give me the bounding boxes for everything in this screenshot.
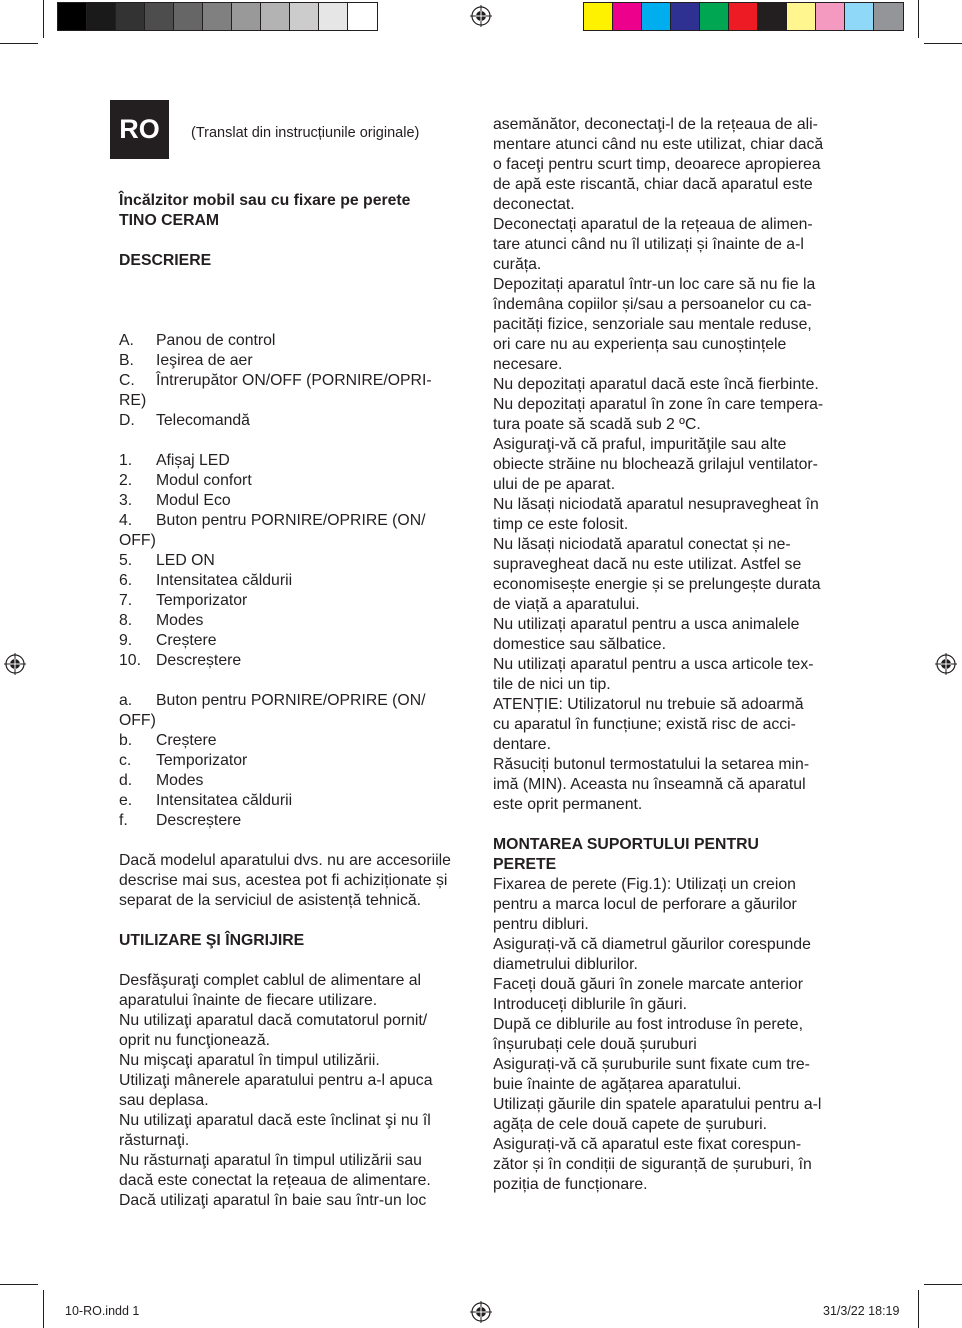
list-item-text: Telecomandă (156, 412, 250, 429)
color-swatch-11 (874, 3, 903, 30)
text-line: dacă este conectat la rețeaua de alimentare. (119, 1172, 431, 1189)
text-line: Fixarea de perete (Fig.1): Utilizați un creion (493, 876, 796, 893)
text-line: descrise mai sus, acestea pot fi achiziționate și (119, 872, 448, 889)
text-line: Utilizați găurile din spatele aparatului pentru a-l (493, 1096, 822, 1113)
list-item (119, 751, 479, 771)
section-heading-montare-line-1: MONTAREA SUPORTULUI PENTRU (493, 836, 759, 853)
text-line: mentare atunci când nu este utilizat, chiar dacă (493, 136, 824, 153)
text-line: aparatului înainte de fiecare utilizare. (119, 992, 378, 1009)
text-line: domestice sau sălbatice. (493, 636, 666, 653)
text-line: timp ce este folosit. (493, 516, 629, 533)
text-line: Depozitați aparatul într-un loc care să nu fie la (493, 276, 816, 293)
registration-mark-left-icon (4, 653, 26, 675)
text-line: Nu utilizaţi aparatul dacă comutatorul pornit/ (119, 1012, 428, 1029)
grayscale-color-bar (57, 2, 378, 31)
gray-swatch-7 (232, 3, 261, 30)
gray-swatch-6 (203, 3, 232, 30)
color-swatch-1 (584, 3, 613, 30)
text-line: Nu răsturnaţi aparatul în timpul utilizării sau (119, 1152, 422, 1169)
text-line: de viață a aparatului. (493, 596, 640, 613)
left-column (119, 191, 479, 1211)
list-marker: 1. (119, 452, 133, 469)
text-line: poziția de funcționare. (493, 1176, 648, 1193)
list-item-text: Intensitatea căldurii (156, 572, 293, 589)
text-line: Nu mişcaţi aparatul în timpul utilizării. (119, 1052, 380, 1069)
color-swatch-2 (613, 3, 642, 30)
text-line: Nu lăsați niciodată aparatul nesupravegheat în (493, 496, 819, 513)
gray-swatch-2 (87, 3, 116, 30)
usage-paragraphs (119, 971, 479, 1211)
list-item (119, 351, 479, 371)
gray-swatch-8 (261, 3, 290, 30)
text-line: răsturnaţi. (119, 1132, 190, 1149)
text-line: Nu depozitați aparatul dacă este încă fierbinte. (493, 376, 819, 393)
list-marker: 7. (119, 592, 133, 609)
list-item (119, 791, 479, 811)
list-item (119, 651, 479, 671)
gray-swatch-9 (290, 3, 319, 30)
text-line: dentare. (493, 736, 551, 753)
list-item-text: LED ON (156, 552, 215, 569)
right-column (493, 115, 853, 1195)
list-item-text: Temporizator (156, 752, 248, 769)
text-line: agăța de cele două capete de șuruburi. (493, 1116, 768, 1133)
text-line: zător și în condiții de siguranță de șuruburi, în (493, 1156, 812, 1173)
text-line: cu aparatul în funcțiune; există risc de acci- (493, 716, 796, 733)
text-line: curăța. (493, 256, 542, 273)
list-item (119, 551, 479, 571)
list-item-text: Descreștere (156, 652, 242, 669)
list-item-text: Intensitatea căldurii (156, 792, 293, 809)
text-line: pentru a marca locul de perforare a găurilor (493, 896, 797, 913)
list-item-text: Buton pentru PORNIRE/OPRIRE (ON/ (156, 692, 426, 709)
list-item-text: Buton pentru PORNIRE/OPRIRE (ON/ (156, 512, 426, 529)
product-title-line-2: TINO CERAM (119, 212, 220, 229)
text-line: este oprit permanent. (493, 796, 643, 813)
gray-swatch-5 (174, 3, 203, 30)
list-marker: c. (119, 752, 132, 769)
list-item (119, 491, 479, 511)
process-color-bar (583, 2, 904, 31)
color-swatch-10 (845, 3, 874, 30)
list-item-text: Modul Eco (156, 492, 231, 509)
list-marker: e. (119, 792, 133, 809)
list-marker: d. (119, 772, 133, 789)
list-item-text: Creștere (156, 632, 217, 649)
text-line: Introduceți diblurile în găuri. (493, 996, 688, 1013)
text-line: sau deplasa. (119, 1092, 209, 1109)
text-line: Nu depozitați aparatul în zone în care tempera- (493, 396, 824, 413)
text-line: înșurubați cele două șuruburi (493, 1036, 697, 1053)
list-item (119, 511, 479, 531)
text-line: îndemâna copiilor și/sau a persoanelor cu ca- (493, 296, 812, 313)
gray-swatch-11 (348, 3, 377, 30)
list-item (119, 451, 479, 471)
parts-list-remote (119, 691, 479, 831)
registration-mark-bottom-icon (470, 1301, 492, 1323)
gray-swatch-10 (319, 3, 348, 30)
text-line: Răsuciți butonul termostatului la setarea min- (493, 756, 810, 773)
text-line: tura poate să scadă sub 2 ºC. (493, 416, 701, 433)
text-line: necesare. (493, 356, 563, 373)
color-swatch-5 (700, 3, 729, 30)
list-marker: 10. (119, 652, 141, 669)
list-item-continuation: RE) (119, 392, 147, 409)
list-item-text: Afișaj LED (156, 452, 230, 469)
list-marker: 2. (119, 472, 133, 489)
text-line: deconectat. (493, 196, 575, 213)
section-heading-descriere: DESCRIERE (119, 252, 212, 269)
text-line: ATENȚIE: Utilizatorul nu trebuie să adoarmă (493, 696, 804, 713)
text-line: Dacă utilizaţi aparatul în baie sau într-un loc (119, 1192, 427, 1209)
list-item-text: Întrerupător ON/OFF (PORNIRE/OPRI- (156, 372, 432, 389)
list-marker: 4. (119, 512, 133, 529)
text-line: supravegheat dacă nu este utilizat. Astfel se (493, 556, 802, 573)
text-line: buie înainte de agățarea aparatului. (493, 1076, 742, 1093)
text-line: asemănător, deconectaţi-l de la rețeaua de ali- (493, 116, 818, 133)
language-badge: RO (110, 100, 169, 159)
gray-swatch-1 (58, 3, 87, 30)
translation-note: (Translat din instrucțiunile originale) (191, 125, 420, 141)
crop-mark-top-right-h (924, 43, 962, 44)
text-line: Asigurați-vă că aparatul este fixat corespun- (493, 1136, 802, 1153)
text-line: pentru dibluri. (493, 916, 589, 933)
product-title-line-1: Încălzitor mobil sau cu fixare pe perete (119, 192, 411, 209)
text-line: Nu lăsați niciodată aparatul conectat și ne- (493, 536, 791, 553)
parts-list-letters (119, 331, 479, 431)
list-marker: B. (119, 352, 134, 369)
text-line: Asigurați-vă că șuruburile sunt fixate cum tre- (493, 1056, 810, 1073)
list-item (119, 331, 479, 351)
crop-mark-bottom-right-h (924, 1284, 962, 1285)
list-item (119, 811, 479, 831)
text-line: pacități fizice, senzoriale sau mentale reduse, (493, 316, 812, 333)
text-line: Desfăşuraţi complet cablul de alimentare al (119, 972, 422, 989)
section-heading-utilizare: UTILIZARE ŞI ÎNGRIJIRE (119, 932, 305, 949)
gray-swatch-4 (145, 3, 174, 30)
text-line: Dacă modelul aparatului dvs. nu are accesoriile (119, 852, 451, 869)
registration-mark-right-icon (935, 653, 957, 675)
list-marker: 5. (119, 552, 133, 569)
list-marker: 8. (119, 612, 133, 629)
list-item-text: Modes (156, 772, 204, 789)
text-line: obiecte străine nu blochează grilajul ventilator- (493, 456, 818, 473)
text-line: economisește energie și se prelungește durata (493, 576, 821, 593)
list-marker: D. (119, 412, 135, 429)
text-line: separat de la serviciul de asistență tehnică. (119, 892, 422, 909)
list-item (119, 611, 479, 631)
accessories-note (119, 851, 479, 911)
color-swatch-3 (642, 3, 671, 30)
list-marker: b. (119, 732, 133, 749)
gray-swatch-3 (116, 3, 145, 30)
list-item (119, 411, 479, 431)
color-swatch-8 (787, 3, 816, 30)
color-swatch-7 (758, 3, 787, 30)
list-item (119, 731, 479, 751)
list-marker: C. (119, 372, 135, 389)
text-line: Asiguraţi-vă că praful, impurităţile sau alte (493, 436, 787, 453)
list-item-text: Descreștere (156, 812, 242, 829)
color-swatch-9 (816, 3, 845, 30)
color-swatch-6 (729, 3, 758, 30)
list-item-text: Modul confort (156, 472, 252, 489)
list-item (119, 571, 479, 591)
list-item (119, 371, 479, 391)
text-line: diametrului diblurilor. (493, 956, 638, 973)
text-line: oprit nu funcţionează. (119, 1032, 271, 1049)
list-marker: A. (119, 332, 134, 349)
text-line: tare atunci când nu îl utilizați și înainte de a-l (493, 236, 804, 253)
footer-file-name: 10-RO.indd 1 (65, 1304, 140, 1318)
list-item-continuation: OFF) (119, 712, 156, 729)
text-line: Nu utilizați aparatul pentru a usca animalele (493, 616, 800, 633)
text-line: imă (MIN). Aceasta nu înseamnă că aparatul (493, 776, 806, 793)
crop-mark-top-right-v (918, 0, 919, 38)
safety-paragraphs (493, 115, 853, 815)
text-line: Faceți două găuri în zonele marcate anterior (493, 976, 803, 993)
crop-mark-top-left-h (0, 43, 38, 44)
list-item-text: Modes (156, 612, 204, 629)
section-heading-montare-line-2: PERETE (493, 856, 557, 873)
text-line: Nu utilizaţi aparatul dacă este înclinat şi nu îl (119, 1112, 431, 1129)
text-line: o faceţi pentru scurt timp, deoarece apropierea (493, 156, 821, 173)
parts-list-numbers (119, 451, 479, 671)
list-item-text: Temporizator (156, 592, 248, 609)
list-item (119, 771, 479, 791)
list-item-text: Creștere (156, 732, 217, 749)
list-item-text: Ieşirea de aer (156, 352, 253, 369)
list-item-continuation: OFF) (119, 532, 156, 549)
crop-mark-bottom-right-v (918, 1290, 919, 1328)
text-line: ului de pe aparat. (493, 476, 616, 493)
list-item-text: Panou de control (156, 332, 276, 349)
text-line: tile de nici un tip. (493, 676, 611, 693)
text-line: Deconectați aparatul de la rețeaua de alimen- (493, 216, 813, 233)
crop-mark-bottom-left-v (43, 1290, 44, 1328)
footer-date-time: 31/3/22 18:19 (823, 1304, 900, 1318)
crop-mark-bottom-left-h (0, 1284, 38, 1285)
text-line: După ce diblurile au fost introduse în perete, (493, 1016, 803, 1033)
text-line: de apă este riscantă, chiar dacă aparatul este (493, 176, 813, 193)
text-line: Utilizaţi mânerele aparatului pentru a-l apuca (119, 1072, 433, 1089)
color-swatch-4 (671, 3, 700, 30)
list-marker: f. (119, 812, 128, 829)
list-item (119, 471, 479, 491)
list-item (119, 631, 479, 651)
crop-mark-top-left-v (43, 0, 44, 38)
registration-mark-top-icon (470, 5, 492, 27)
list-marker: 3. (119, 492, 133, 509)
text-line: Asigurați-vă că diametrul găurilor corespunde (493, 936, 811, 953)
text-line: ori care nu au experiența sau cunoștințele (493, 336, 787, 353)
list-marker: 9. (119, 632, 133, 649)
mounting-paragraphs (493, 875, 853, 1195)
list-marker: 6. (119, 572, 133, 589)
list-item (119, 591, 479, 611)
text-line: Nu utilizați aparatul pentru a usca articole tex- (493, 656, 814, 673)
list-item (119, 691, 479, 711)
list-marker: a. (119, 692, 133, 709)
